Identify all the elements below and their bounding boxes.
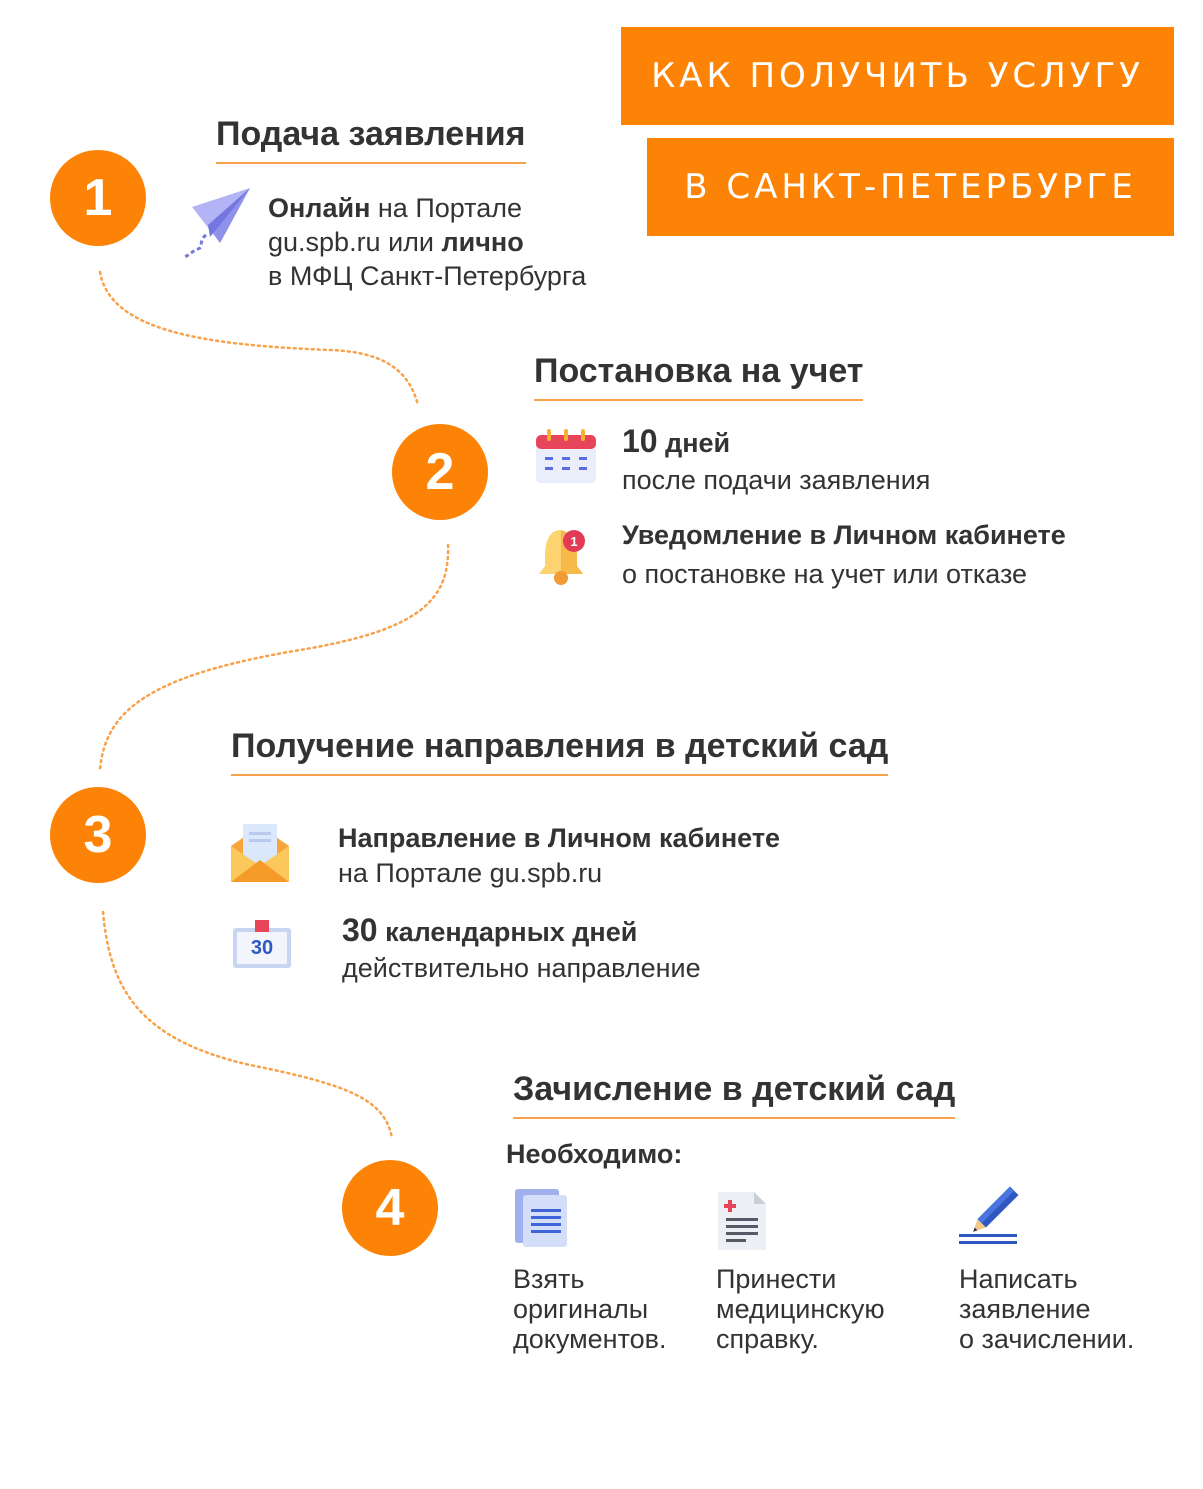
step-4-item-3-line-3: о зачислении.: [959, 1324, 1135, 1354]
calendar-icon: [535, 427, 597, 490]
step-2-item-1-headline: [622, 424, 730, 460]
step-2-days-label: дней: [657, 428, 731, 458]
step-4-item-2-line-2: медицинскую: [716, 1294, 885, 1324]
step-1-line-2: [268, 225, 524, 259]
header-line-1: КАК ПОЛУЧИТЬ УСЛУГУ: [651, 56, 1144, 96]
documents-icon: [513, 1187, 571, 1254]
step-2-number: 2: [392, 424, 488, 520]
header-banner-2: [647, 138, 1174, 236]
step-3-item-2-text: действительно направление: [342, 953, 701, 983]
step-1-line-3: в МФЦ Санкт-Петербурга: [268, 261, 587, 291]
header-banner-1: [621, 27, 1174, 125]
step-3-item-1-text: на Портале gu.spb.ru: [338, 858, 603, 888]
step-3-days-number: 30: [342, 912, 378, 948]
paper-plane-icon: [180, 185, 252, 268]
step-4-item-2-line-3: справку.: [716, 1324, 819, 1354]
step-3-days-label: календарных дней: [377, 917, 638, 947]
step-4-item-1-line-2: оригиналы: [513, 1294, 649, 1324]
step-4-item-2-text: [716, 1264, 885, 1354]
step-2-days-number: 10: [622, 423, 658, 459]
step-4-item-3-line-1: Написать: [959, 1264, 1078, 1294]
step-4-number: 4: [342, 1160, 438, 1256]
step-3-title: Получение направления в детский сад: [231, 727, 888, 776]
medical-certificate-icon: [716, 1190, 768, 1257]
step-3-item-2-headline: [342, 913, 637, 949]
step-2-item-2-headline: Уведомление в Личном кабинете: [622, 520, 1066, 550]
step-1-bold-online: Онлайн: [268, 193, 371, 223]
step-1-number: 1: [50, 150, 146, 246]
step-4-item-1-text: [513, 1264, 667, 1354]
step-4-item-1-line-3: документов.: [513, 1324, 667, 1354]
step-4-subtitle: Необходимо:: [506, 1139, 683, 1169]
step-4-item-2-line-1: Принести: [716, 1264, 837, 1294]
calendar-30-icon: [231, 920, 293, 975]
step-4-title: Зачисление в детский сад: [513, 1070, 955, 1119]
step-1-line-1: [268, 191, 522, 225]
calendar-30-label: 30: [250, 937, 274, 959]
step-1-text-2: gu.spb.ru или: [268, 227, 442, 257]
pen-signature-icon: [957, 1186, 1021, 1253]
step-4-item-3-line-2: заявление: [959, 1294, 1091, 1324]
step-2-title: Постановка на учет: [534, 352, 863, 401]
step-3-number: 3: [50, 787, 146, 883]
step-1-text-1: на Портале: [370, 193, 523, 223]
step-4-item-3-text: [959, 1264, 1134, 1354]
step-1-title: Подача заявления: [216, 115, 526, 164]
step-2-item-2-text: о постановке на учет или отказе: [622, 559, 1028, 589]
step-2-item-1-text: после подачи заявления: [622, 465, 931, 495]
step-3-item-1-headline: Направление в Личном кабинете: [338, 823, 781, 853]
step-1-bold-personal: лично: [441, 227, 524, 257]
bell-badge-count: 1: [570, 534, 578, 549]
step-4-item-1-line-1: Взять: [513, 1264, 585, 1294]
bell-notification-icon: [537, 524, 593, 591]
header-line-2: В САНКТ-ПЕТЕРБУРГЕ: [684, 167, 1137, 207]
envelope-icon: [229, 822, 291, 889]
